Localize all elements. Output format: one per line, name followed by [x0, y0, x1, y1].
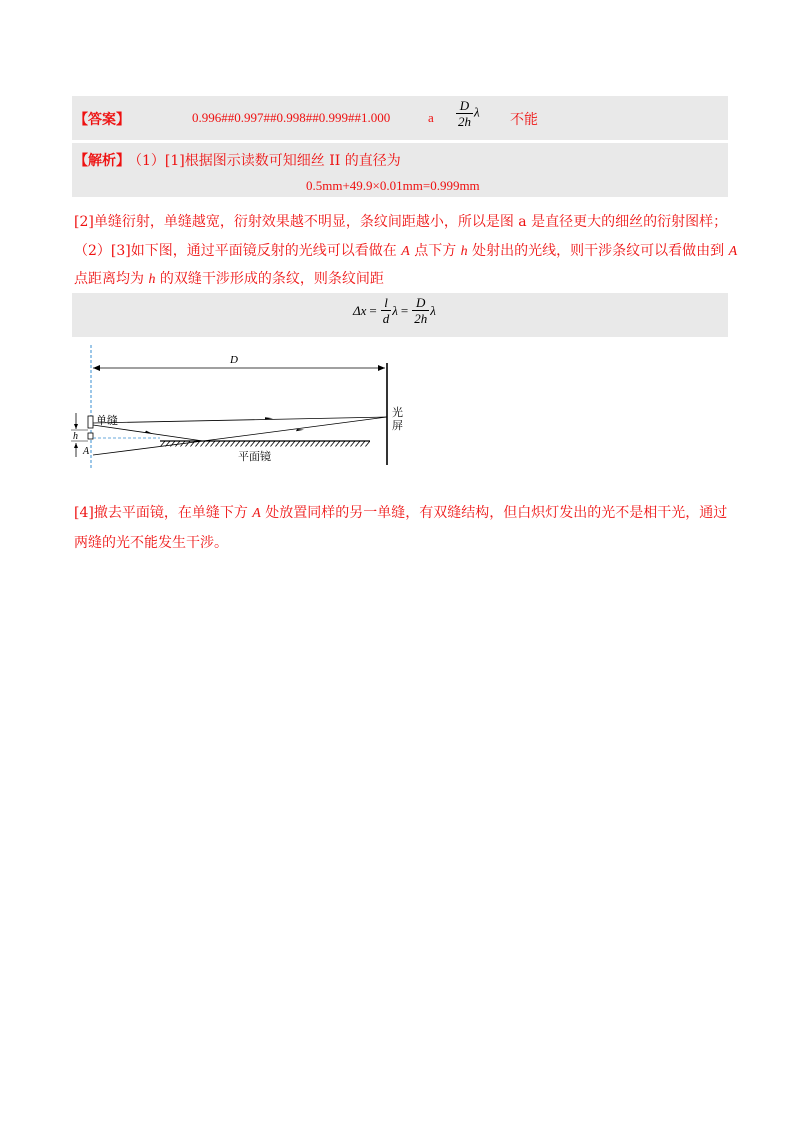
para5-A: A — [252, 506, 261, 521]
formula-delta-x: Δx — [353, 302, 367, 318]
formula-eq-2: = — [400, 302, 409, 318]
paragraph-3 — [74, 240, 737, 260]
paragraph-6: 两缝的光不能发生干涉。 — [74, 535, 228, 551]
h-label: h — [73, 431, 78, 442]
a-label: A — [83, 446, 90, 457]
screen-label-2: 屏 — [392, 419, 403, 432]
formula-lambda-2: λ — [430, 302, 436, 318]
analysis-label: 【解析】 — [74, 153, 130, 169]
image-slit — [88, 433, 93, 439]
para3-text-b: 点下方 — [409, 243, 461, 259]
answer-values: 0.996##0.997##0.998##0.999##1.000 — [192, 110, 391, 125]
answer-frac-num: D — [459, 98, 470, 113]
mirror-label: 平面镜 — [238, 450, 271, 463]
single-slit — [88, 416, 93, 428]
answer-box — [72, 96, 728, 140]
para3-text-a: （2）[3]如下图，通过平面镜反射的光线可以看做在 — [74, 243, 402, 259]
formula-D: D — [416, 295, 426, 310]
para4-text-b: 的双缝干涉形成的条纹，则条纹间距 — [155, 271, 384, 287]
paragraph-2: [2]单缝衍射，单缝越宽，衍射效果越不明显，条纹间距越小，所以是图 a 是直径更大的细丝的衍射图样； — [74, 214, 728, 230]
reflected-ray — [203, 417, 387, 441]
interference-diagram — [70, 345, 410, 475]
paragraph-5 — [74, 502, 727, 522]
answer-label: 【答案】 — [74, 112, 130, 128]
formula-eq-1: = — [369, 302, 377, 318]
answer-last: 不能 — [510, 112, 538, 128]
answer-lambda: λ — [474, 104, 480, 120]
para3-h1: h — [460, 244, 468, 259]
para5-text-a: [4]撤去平面镜，在单缝下方 — [74, 505, 253, 521]
answer-choice: a — [428, 110, 434, 125]
answer-frac-den: 2h — [458, 114, 471, 129]
para5-text-b: 处放置同样的另一单缝，有双缝结构，但白炽灯发出的光不是相干光，通过 — [260, 505, 728, 521]
paragraph-4 — [74, 268, 384, 288]
d-label: D — [230, 354, 238, 366]
formula-d: d — [382, 311, 390, 326]
para4-h: h — [148, 272, 156, 287]
formula-lambda-1: λ — [392, 302, 398, 318]
para4-text-a: 点距离均为 — [74, 271, 149, 287]
slit-label: 单缝 — [96, 414, 118, 427]
answer-fraction — [455, 99, 480, 128]
virtual-ray — [93, 441, 203, 455]
formula-l: l — [384, 295, 388, 310]
analysis-line1: （1）[1]根据图示读数可知细丝 II 的直径为 — [128, 153, 401, 169]
screen-label-1: 光 — [392, 406, 403, 419]
fringe-spacing-formula — [353, 296, 436, 325]
formula-diameter: 0.5mm+49.9×0.01mm=0.999mm — [306, 178, 480, 193]
para3-A2: A — [728, 244, 738, 259]
formula-2h: 2h — [414, 311, 428, 326]
para3-A1: A — [401, 244, 410, 259]
para3-text-c: 处射出的光线，则干涉条纹可以看做由到 — [467, 243, 729, 259]
direct-ray-top — [93, 417, 387, 423]
